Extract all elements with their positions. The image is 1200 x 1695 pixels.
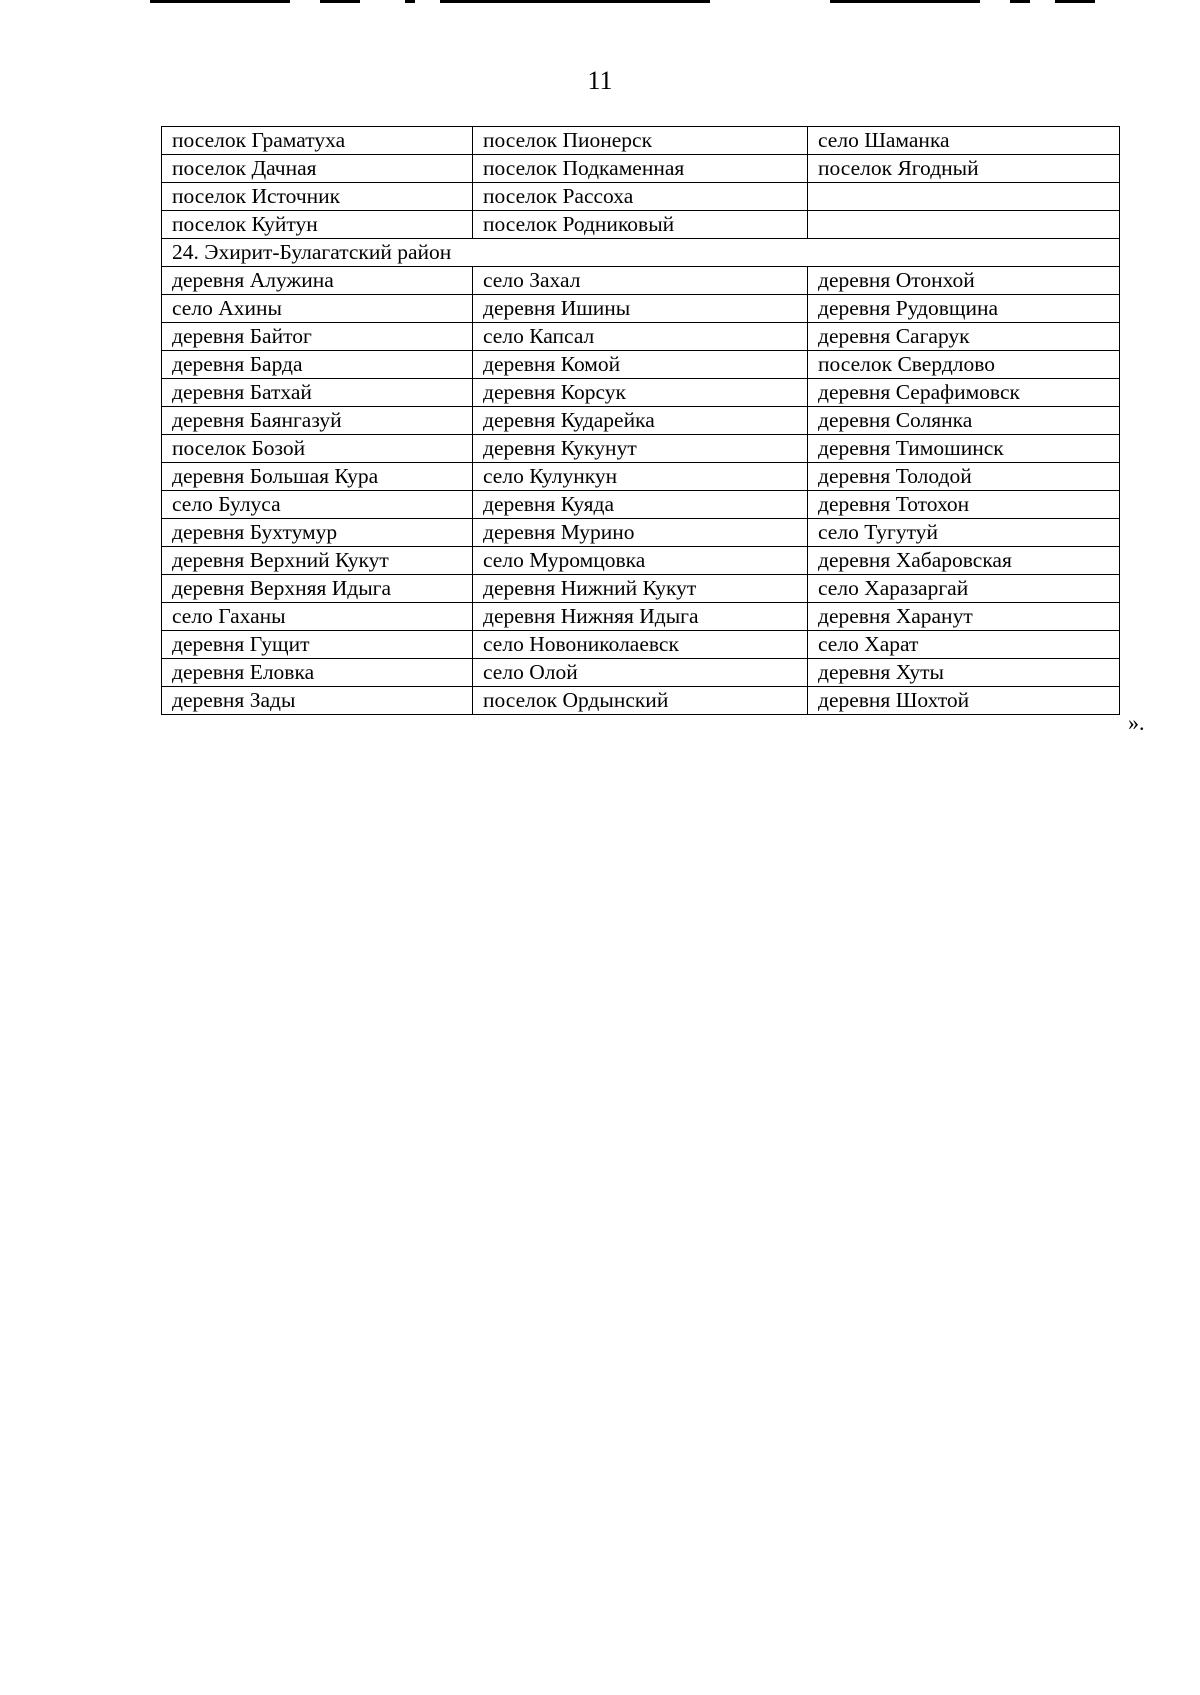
table-cell: деревня Бухтумур <box>162 519 473 547</box>
table-row <box>162 491 1120 519</box>
table-cell: деревня Сагарук <box>808 323 1120 351</box>
table-cell: деревня Тимошинск <box>808 435 1120 463</box>
table-cell: деревня Рудовщина <box>808 295 1120 323</box>
table-cell: деревня Байтог <box>162 323 473 351</box>
table-cell <box>808 211 1120 239</box>
table-cell: деревня Серафимовск <box>808 379 1120 407</box>
table-cell: деревня Отонхой <box>808 267 1120 295</box>
table-cell: деревня Батхай <box>162 379 473 407</box>
table-cell: село Капсал <box>473 323 808 351</box>
table-cell: деревня Куяда <box>473 491 808 519</box>
table-cell: поселок Рассоха <box>473 183 808 211</box>
table-cell: деревня Нижняя Идыга <box>473 603 808 631</box>
table-row <box>162 687 1120 715</box>
table-cell: село Новониколаевск <box>473 631 808 659</box>
table-cell: деревня Солянка <box>808 407 1120 435</box>
table-cell: деревня Нижний Кукут <box>473 575 808 603</box>
table-cell: деревня Зады <box>162 687 473 715</box>
table-cell: село Кулункун <box>473 463 808 491</box>
table-cell: деревня Хабаровская <box>808 547 1120 575</box>
table-cell: село Муромцовка <box>473 547 808 575</box>
table-cell: село Шаманка <box>808 127 1120 155</box>
table-cell: деревня Толодой <box>808 463 1120 491</box>
table-row <box>162 659 1120 687</box>
table-cell: село Ахины <box>162 295 473 323</box>
table-cell: деревня Верхняя Идыга <box>162 575 473 603</box>
table-cell: поселок Дачная <box>162 155 473 183</box>
table-cell: деревня Ишины <box>473 295 808 323</box>
table-cell: деревня Мурино <box>473 519 808 547</box>
table-cell: деревня Хуты <box>808 659 1120 687</box>
table-cell: деревня Большая Кура <box>162 463 473 491</box>
table-cell: село Олой <box>473 659 808 687</box>
table-cell: деревня Барда <box>162 351 473 379</box>
table-cell: деревня Шохтой <box>808 687 1120 715</box>
table-row <box>162 603 1120 631</box>
table-cell: поселок Свердлово <box>808 351 1120 379</box>
scan-header-artifacts <box>150 0 1150 6</box>
table-cell: село Захал <box>473 267 808 295</box>
table-row <box>162 463 1120 491</box>
table-row <box>162 267 1120 295</box>
table-cell: поселок Пионерск <box>473 127 808 155</box>
table-row <box>162 183 1120 211</box>
table-row <box>162 155 1120 183</box>
table-cell: поселок Родниковый <box>473 211 808 239</box>
table-row <box>162 407 1120 435</box>
table-row <box>162 295 1120 323</box>
table-row <box>162 379 1120 407</box>
table-cell: поселок Подкаменная <box>473 155 808 183</box>
table-row <box>162 323 1120 351</box>
table-cell: деревня Комой <box>473 351 808 379</box>
table-row <box>162 547 1120 575</box>
table-cell: село Харат <box>808 631 1120 659</box>
table-cell: деревня Тотохон <box>808 491 1120 519</box>
closing-quote: ». <box>1128 710 1145 735</box>
table-cell: поселок Ордынский <box>473 687 808 715</box>
table-cell: поселок Куйтун <box>162 211 473 239</box>
settlements-table <box>161 126 1120 715</box>
table-cell: деревня Кударейка <box>473 407 808 435</box>
settlements-table-body <box>162 127 1120 715</box>
table-cell: поселок Бозой <box>162 435 473 463</box>
section-header-row <box>162 239 1120 267</box>
table-cell: поселок Источник <box>162 183 473 211</box>
table-cell: деревня Харанут <box>808 603 1120 631</box>
table-cell: село Гаханы <box>162 603 473 631</box>
table-cell: село Харазаргай <box>808 575 1120 603</box>
table-row <box>162 519 1120 547</box>
table-cell: деревня Алужина <box>162 267 473 295</box>
table-cell: село Булуса <box>162 491 473 519</box>
table-cell: деревня Баянгазуй <box>162 407 473 435</box>
table-row <box>162 351 1120 379</box>
table-cell <box>808 183 1120 211</box>
section-header: 24. Эхирит-Булагатский район <box>162 239 1120 267</box>
table-row <box>162 127 1120 155</box>
table-cell: деревня Еловка <box>162 659 473 687</box>
table-cell: деревня Корсук <box>473 379 808 407</box>
table-cell: деревня Кукунут <box>473 435 808 463</box>
table-row <box>162 211 1120 239</box>
table-cell: деревня Гущит <box>162 631 473 659</box>
table-cell: село Тугутуй <box>808 519 1120 547</box>
table-row <box>162 435 1120 463</box>
table-cell: поселок Граматуха <box>162 127 473 155</box>
table-cell: поселок Ягодный <box>808 155 1120 183</box>
table-row <box>162 575 1120 603</box>
page-number: 11 <box>587 66 613 95</box>
table-cell: деревня Верхний Кукут <box>162 547 473 575</box>
table-row <box>162 631 1120 659</box>
